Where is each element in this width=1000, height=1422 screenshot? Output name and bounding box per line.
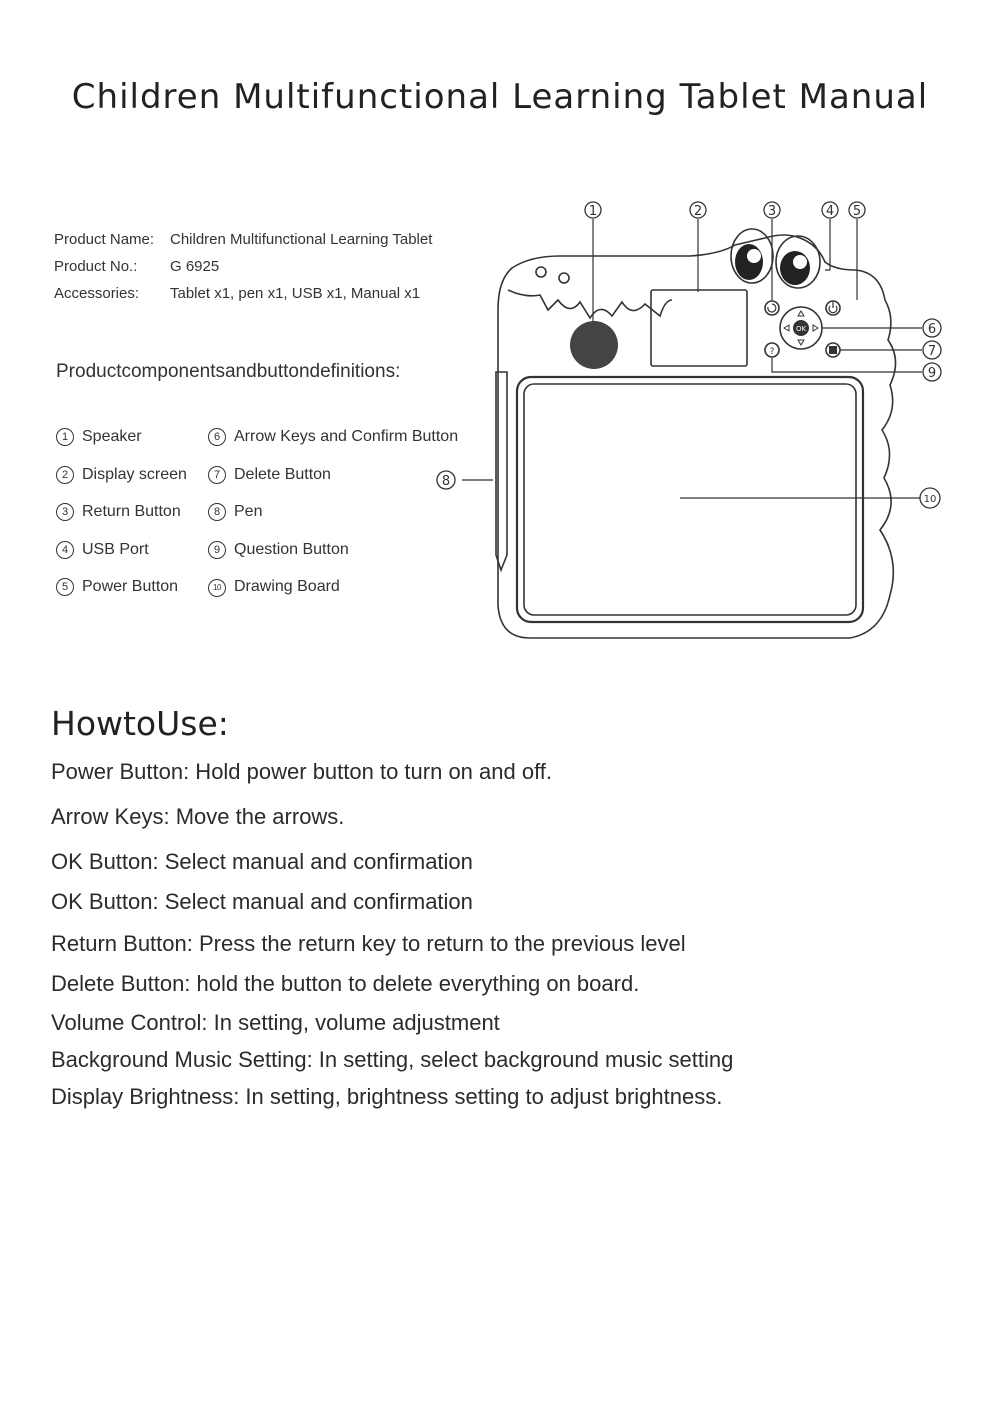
component-item-power-button (56, 575, 178, 599)
product-no-value: G 6925 (170, 258, 220, 275)
ok-label: OK (795, 325, 807, 333)
howto-line-return: Return Button: Press the return key to return to the previous level (51, 931, 686, 956)
nostril-left (536, 267, 546, 277)
product-no-label: Product No.: (54, 258, 138, 275)
component-label: Drawing Board (234, 578, 340, 595)
product-no-row (54, 253, 432, 280)
component-label: Question Button (234, 541, 349, 558)
power-button (826, 301, 840, 315)
callout-10: 10 (923, 494, 937, 505)
product-info (54, 226, 432, 307)
components-heading: Productcomponentsandbuttondefinitions: (56, 361, 401, 382)
eye-right (776, 236, 820, 288)
component-label: Delete Button (234, 466, 331, 483)
tablet-body-outline (498, 235, 896, 638)
callout-3: 3 (767, 204, 777, 219)
callout-8: 8 (441, 474, 451, 489)
callout-markers (437, 202, 941, 508)
component-item-return-button (56, 500, 181, 524)
speaker-grille (570, 321, 618, 369)
howto-line-ok-1: OK Button: Select manual and confirmation (51, 849, 473, 874)
eye-left (731, 229, 773, 283)
callout-5: 5 (852, 204, 862, 219)
tablet-teeth (508, 290, 672, 318)
tablet-diagram (430, 195, 970, 645)
component-label: USB Port (82, 541, 149, 558)
component-item-question-button (208, 538, 349, 562)
component-label: Arrow Keys and Confirm Button (234, 428, 459, 445)
component-label: Speaker (82, 428, 142, 445)
component-item-display-screen (56, 463, 187, 487)
callout-9: 9 (927, 366, 937, 381)
component-number: 6 (208, 428, 226, 446)
callout-7: 7 (927, 344, 937, 359)
component-number: 3 (56, 503, 74, 521)
drawing-board (524, 384, 856, 615)
component-number: 2 (56, 466, 74, 484)
component-item-usb-port (56, 538, 149, 562)
delete-button (826, 343, 840, 357)
component-number: 5 (56, 578, 74, 596)
howto-line-volume: Volume Control: In setting, volume adjustment (51, 1010, 500, 1035)
component-number: 7 (208, 466, 226, 484)
component-number: 10 (208, 579, 226, 597)
component-label: Return Button (82, 503, 181, 520)
component-number: 1 (56, 428, 74, 446)
component-item-pen (208, 500, 262, 524)
accessories-value: Tablet x1, pen x1, USB x1, Manual x1 (170, 285, 421, 302)
component-item-speaker (56, 425, 142, 449)
component-item-arrow-keys (208, 425, 458, 449)
component-item-delete-button (208, 463, 331, 487)
accessories-row (54, 280, 432, 307)
howto-line-power: Power Button: Hold power button to turn on and off. (51, 759, 553, 784)
howto-line-brightness: Display Brightness: In setting, brightness setting to adjust brightness. (51, 1084, 723, 1109)
callout-6: 6 (927, 322, 937, 337)
page-title: Children Multifunctional Learning Tablet Manual (71, 76, 929, 117)
product-name-row (54, 226, 432, 253)
product-name-label: Product Name: (54, 231, 155, 248)
question-mark: ? (769, 347, 775, 357)
component-number: 9 (208, 541, 226, 559)
callout-1: 1 (588, 204, 598, 219)
nostril-right (559, 273, 569, 283)
question-button (765, 343, 779, 357)
component-number: 8 (208, 503, 226, 521)
component-number: 4 (56, 541, 74, 559)
component-item-drawing-board (208, 575, 340, 599)
return-button (765, 301, 779, 315)
callout-leaders (462, 219, 922, 498)
howto-line-music: Background Music Setting: In setting, select background music setting (51, 1047, 734, 1072)
dpad (780, 307, 822, 349)
component-label: Display screen (82, 466, 187, 483)
callout-4: 4 (825, 204, 835, 219)
howto-line-ok-2: OK Button: Select manual and confirmation (51, 889, 473, 914)
product-name-value: Children Multifunctional Learning Tablet (170, 231, 433, 248)
component-label: Pen (234, 503, 263, 520)
howto-line-arrow-keys: Arrow Keys: Move the arrows. (51, 804, 345, 829)
component-label: Power Button (82, 578, 179, 595)
howto-line-delete: Delete Button: hold the button to delete everything on board. (51, 971, 640, 996)
howto-heading: HowtoUse: (51, 704, 229, 743)
drawing-board-frame (517, 377, 863, 622)
callout-2: 2 (693, 204, 703, 219)
accessories-label: Accessories: (54, 285, 140, 302)
display-screen (651, 290, 747, 366)
